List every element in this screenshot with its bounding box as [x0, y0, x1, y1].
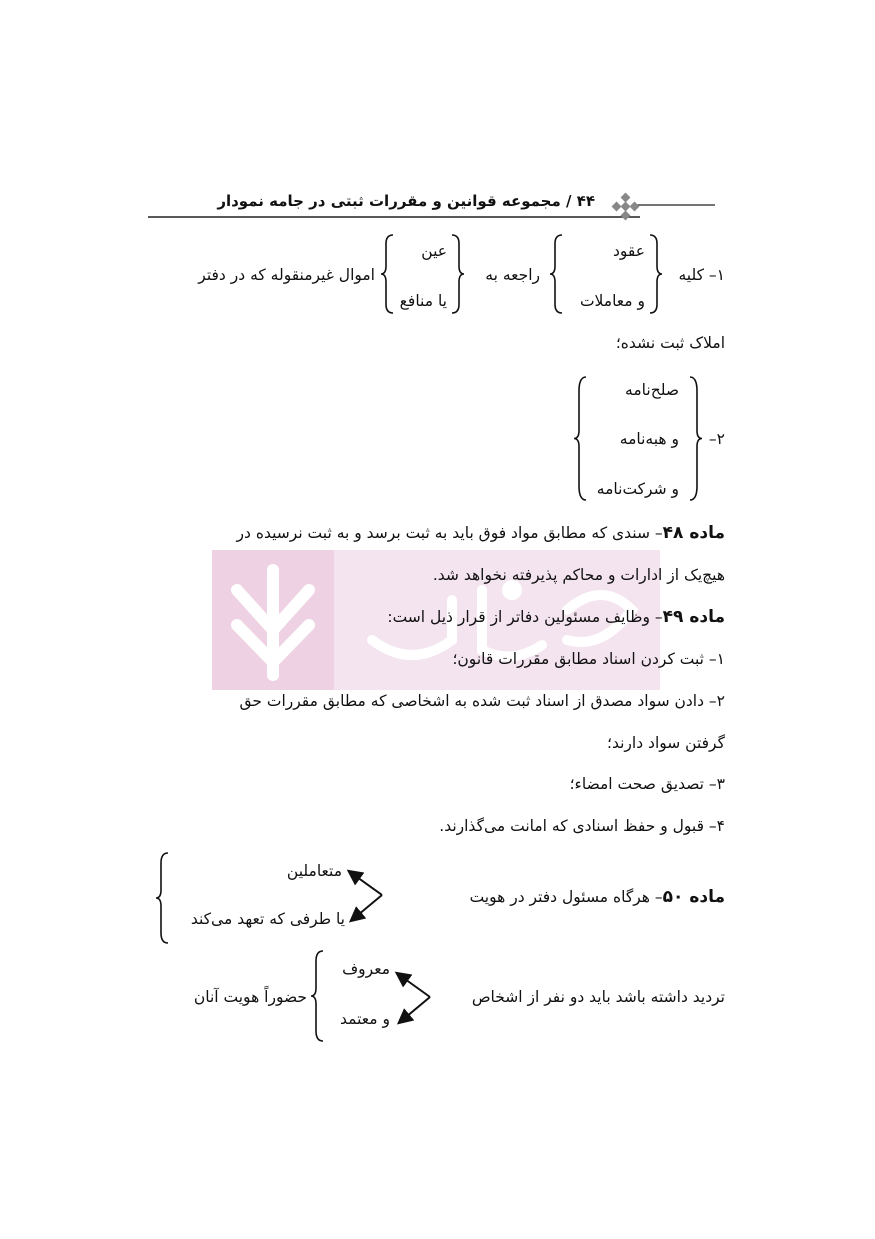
item1-group1-b: و معاملات: [579, 292, 645, 310]
article-49-line1: [387, 606, 725, 628]
item2-option: و هبه‌نامه: [619, 430, 679, 448]
left-brace-icon: [381, 234, 393, 318]
item2-option: صلح‌نامه: [625, 381, 679, 399]
item1-group2-a: عین: [421, 242, 447, 260]
right-brace-icon: [452, 234, 464, 318]
article-49-item: ۱– ثبت کردن اسناد مطابق مقررات قانون؛: [452, 650, 725, 668]
left-brace-icon: [550, 234, 562, 318]
article-49-text: – وظایف مسئولین دفاتر از قرار ذیل است:: [387, 608, 663, 626]
article-48-line1: [237, 522, 725, 544]
article-50-branch1-a: متعاملین: [286, 862, 342, 880]
left-brace-icon: [311, 950, 323, 1046]
article-50-branch2-b: و معتمد: [340, 1010, 390, 1028]
item1-prefix: ۱– کلیه: [678, 266, 725, 284]
item1-continuation: املاک ثبت نشده؛: [615, 334, 725, 352]
page-header: ۴۴ / مجموعه قوانین و مقررات ثبتی در جامه نمودار: [217, 192, 595, 210]
article-48-text: – سندی که مطابق مواد فوق باید به ثبت برسد و به ثبت نرسیده در: [236, 524, 663, 542]
item1-mid: راجعه به: [485, 266, 540, 284]
item2-option: و شرکت‌نامه: [596, 480, 679, 498]
article-49-item: ۳– تصدیق صحت امضاء؛: [569, 775, 725, 793]
article-49-item: ۲– دادن سواد مصدق از اسناد ثبت شده به اشخاصی که مطابق مقررات حق: [239, 692, 725, 710]
article-48-label: ماده ۴۸: [662, 523, 725, 543]
branch-arrows-icon: [340, 860, 390, 930]
branch-arrows-icon: [388, 962, 438, 1032]
left-brace-icon: [156, 852, 168, 948]
article-49-item: گرفتن سواد دارند؛: [607, 734, 725, 752]
article-50-line2: تردید داشته باشد باید دو نفر از اشخاص: [471, 988, 725, 1006]
item2-prefix: ۲–: [708, 430, 725, 448]
item1-group1-a: عقود: [613, 242, 645, 260]
article-48-line2: هیچ‌یک از ادارات و محاکم پذیرفته نخواهد شد.: [432, 566, 725, 584]
article-49-label: ماده ۴۹: [662, 607, 725, 627]
right-brace-icon: [690, 376, 702, 505]
article-50-branch1-b: یا طرفی که تعهد می‌کند: [190, 910, 345, 928]
item1-suffix: اموال غیرمنقوله که در دفتر: [198, 266, 375, 284]
item1-group2-b: یا منافع: [399, 292, 447, 310]
left-brace-icon: [574, 376, 586, 505]
article-50-branch2-a: معروف: [342, 960, 390, 978]
article-50-label: ماده ۵۰: [662, 887, 725, 907]
ornament-icon: [612, 193, 640, 221]
right-brace-icon: [650, 234, 662, 318]
article-49-item: ۴– قبول و حفظ اسنادی که امانت می‌گذارند.: [439, 817, 725, 835]
article-50-line2-end: حضوراً هویت آنان: [193, 988, 307, 1006]
article-50-text: – هرگاه مسئول دفتر در هویت: [469, 888, 663, 906]
article-50-line1: [470, 886, 725, 908]
